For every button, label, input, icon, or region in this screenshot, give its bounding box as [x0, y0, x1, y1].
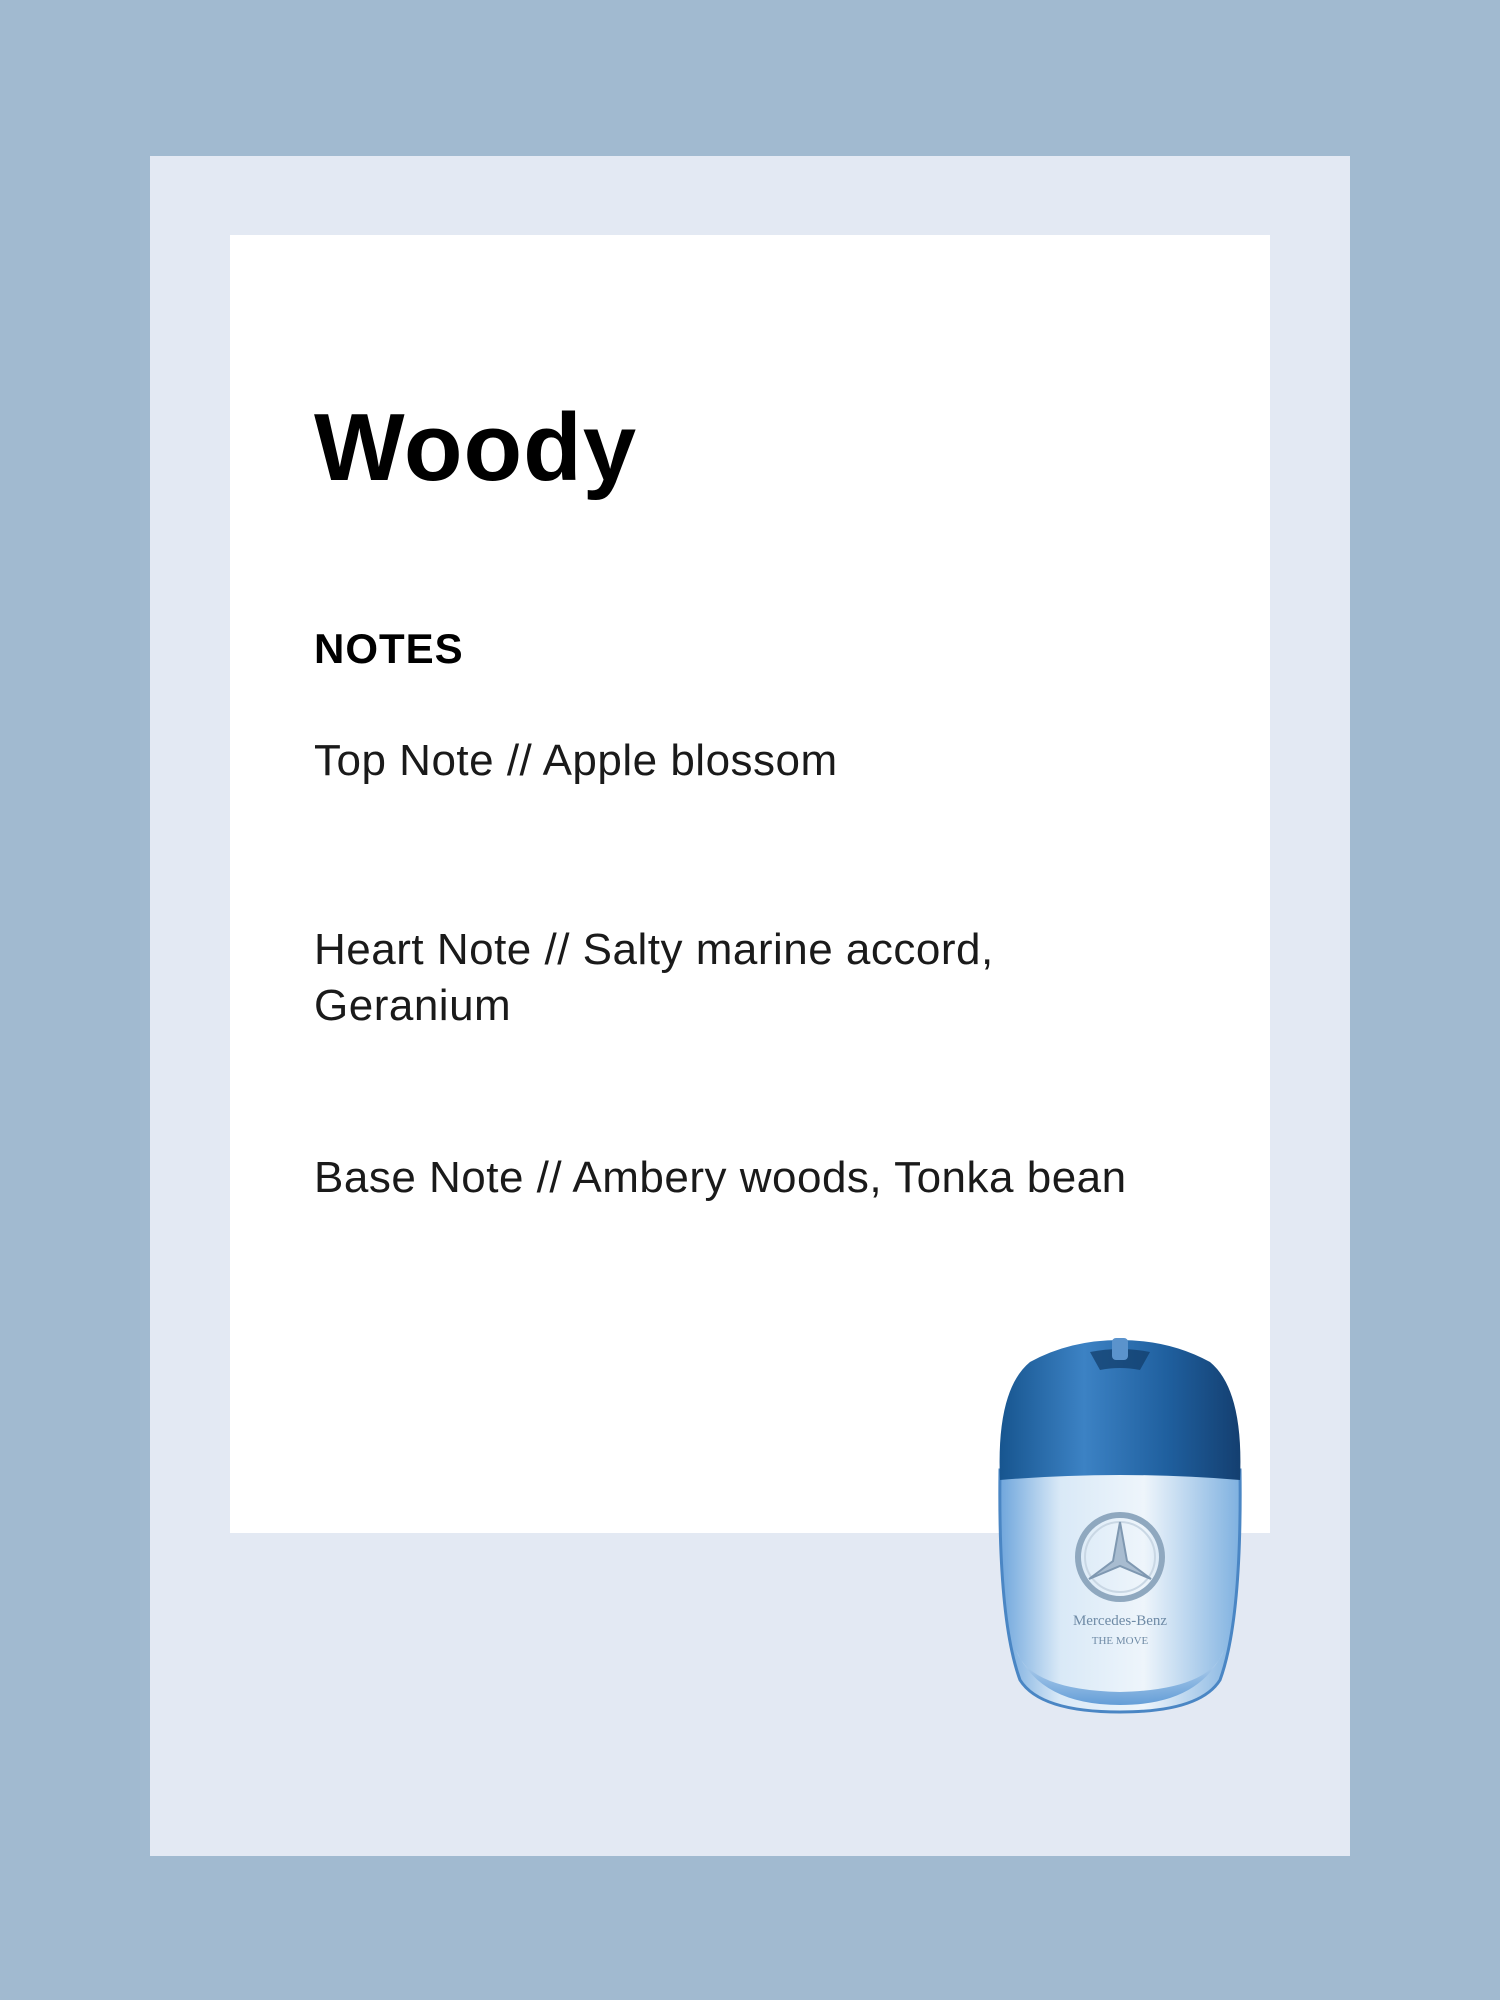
perfume-bottle-icon — [980, 1320, 1260, 1720]
page-title: Woody — [314, 394, 638, 501]
base-note: Base Note // Ambery woods, Tonka bean — [314, 1153, 1127, 1202]
svg-text:THE MOVE: THE MOVE — [1091, 1635, 1149, 1647]
notes-heading: NOTES — [314, 625, 464, 672]
heart-note: Heart Note // Salty marine accord, Geranium — [314, 925, 994, 1030]
perfume-bottle-image — [980, 1320, 1260, 1720]
svg-text:Mercedes-Benz: Mercedes-Benz — [1072, 1613, 1168, 1629]
top-note: Top Note // Apple blossom — [314, 736, 838, 785]
